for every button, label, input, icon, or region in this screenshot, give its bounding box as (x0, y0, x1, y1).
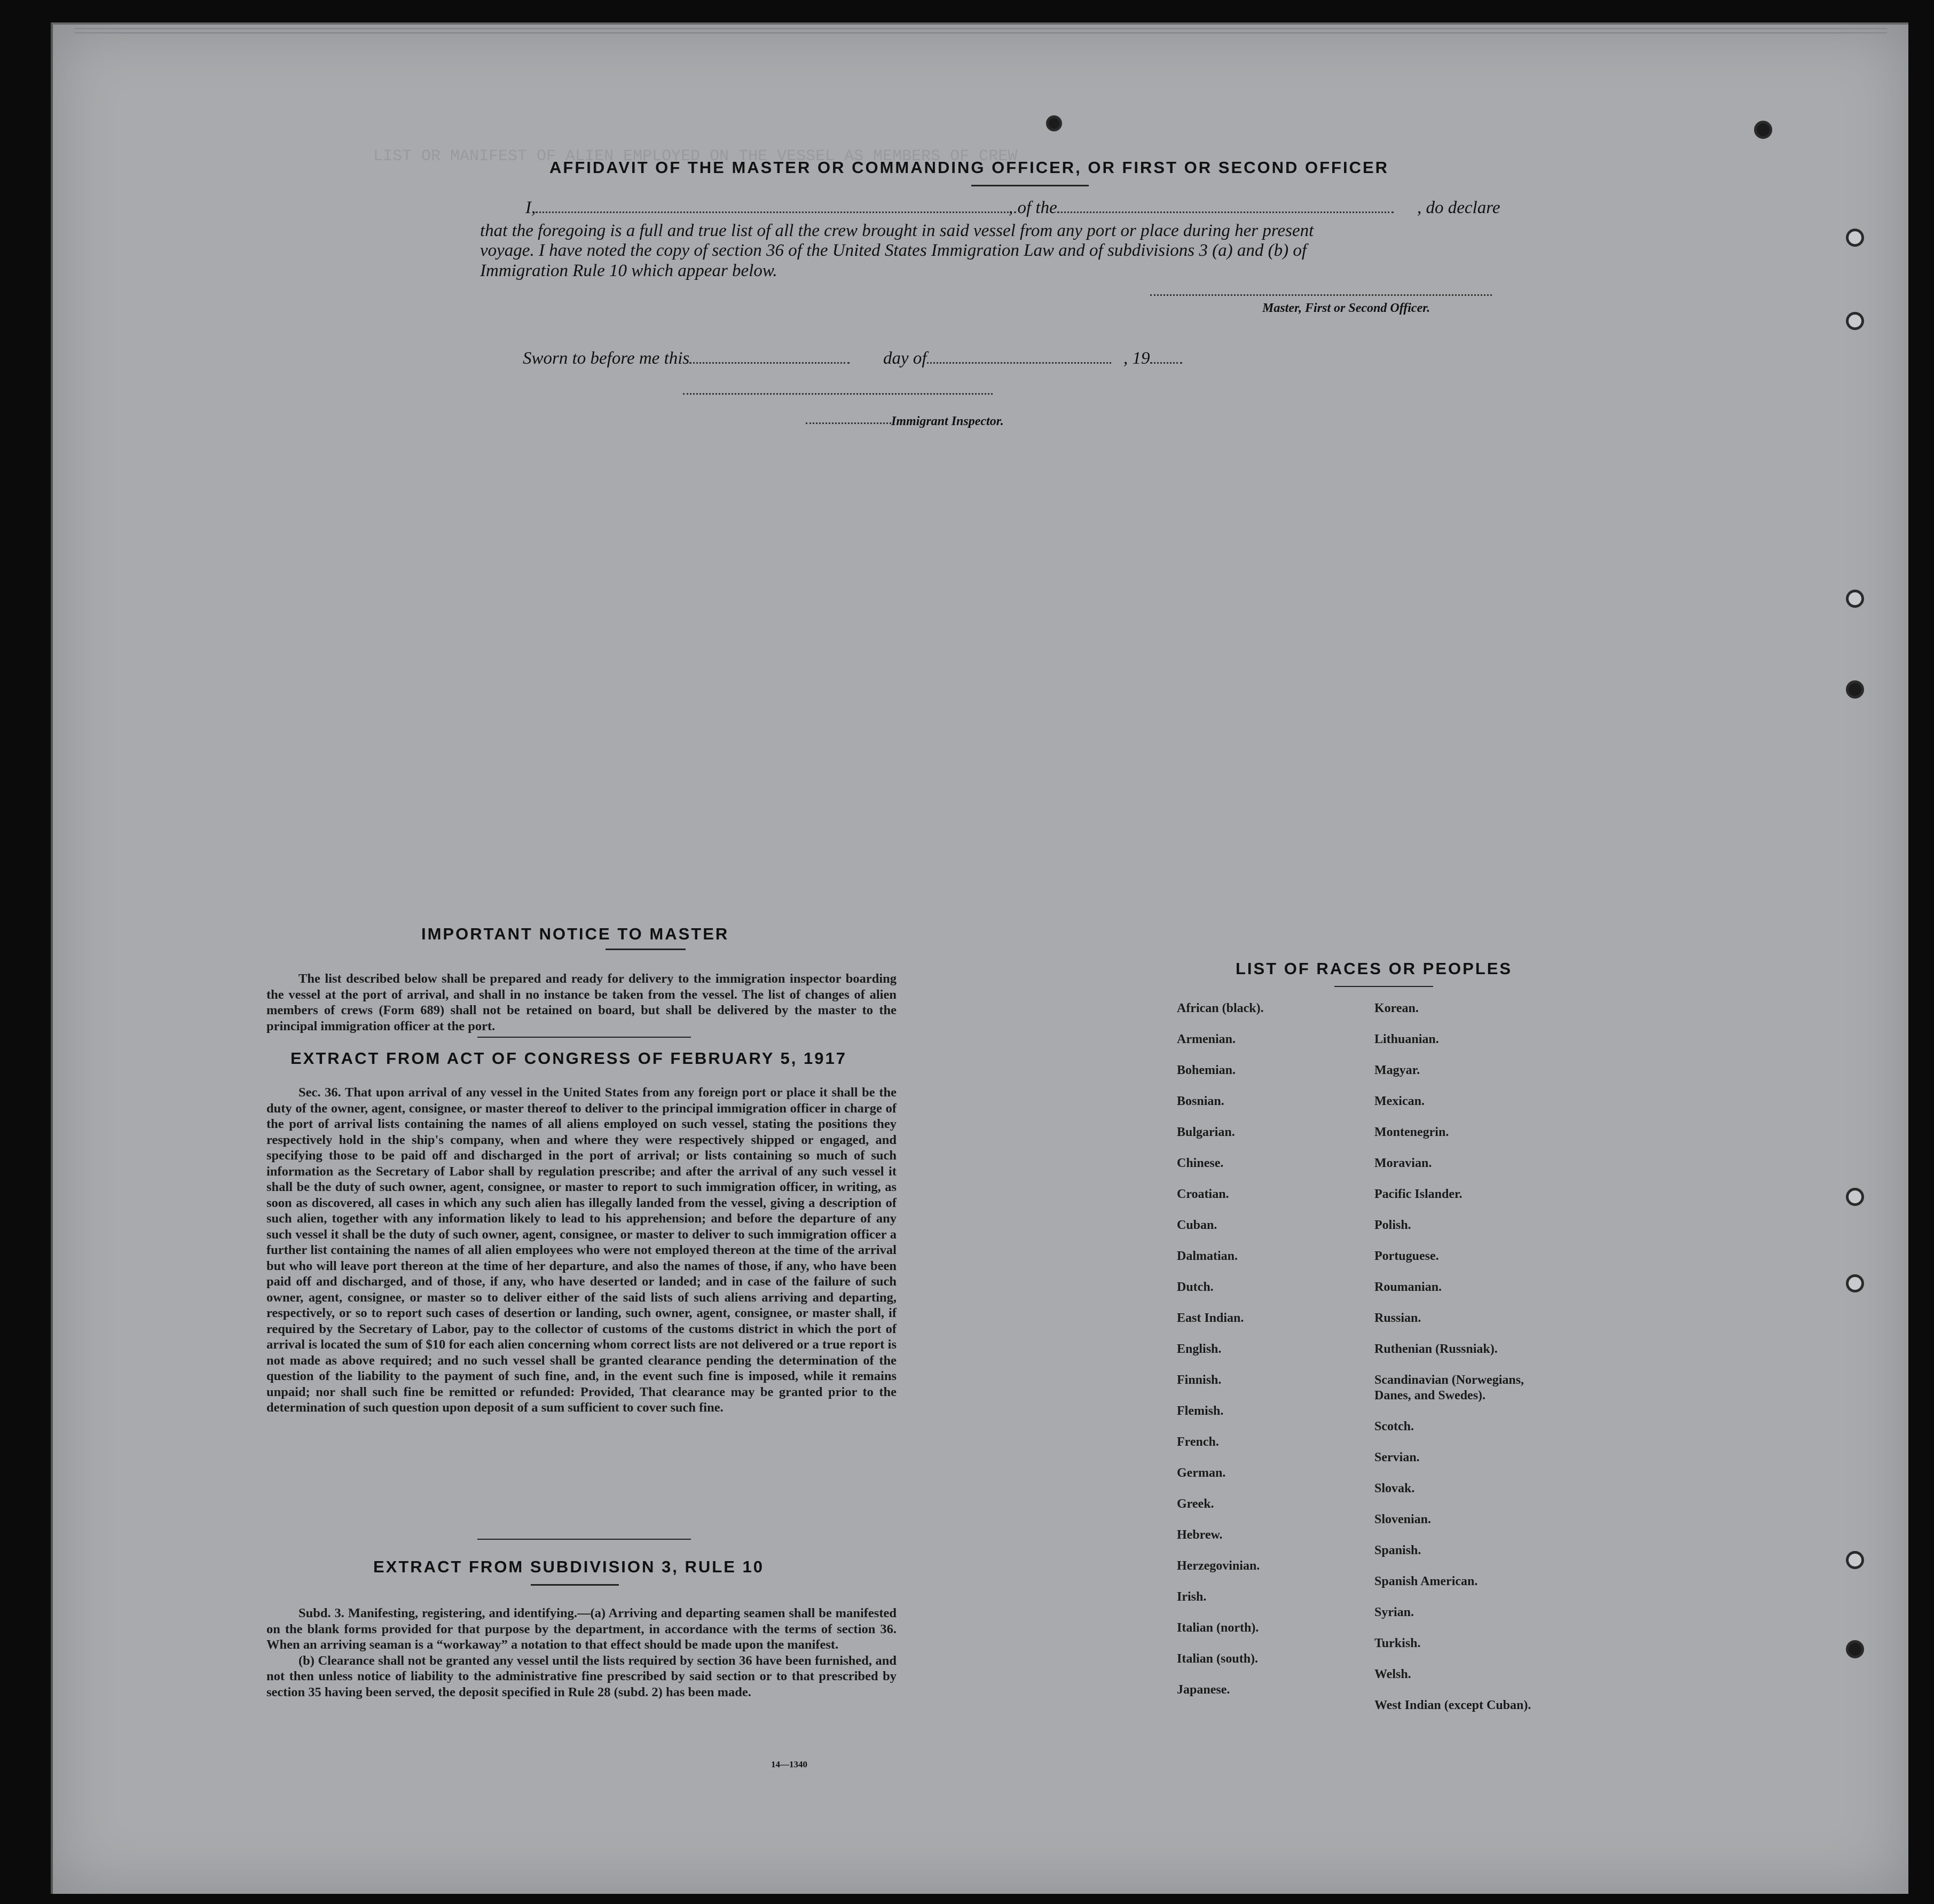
name-blank[interactable] (536, 211, 1016, 213)
act-extract-paragraph: Sec. 36. That upon arrival of any vessel in the United States from any foreign port or place it shall be the duty of the owner, agent, consignee, or master thereof to deliver to the principal immigration officer in charge of the port of arrival lists containing the names of all aliens employed on such vessel, stating the positions they respectively hold in the ship's company, when and where they were respectively shipped or engaged, and specifying those to be paid off and discharged in the port of arrival; or lists containing so much of such information as the Secretary of Labor shall by regulation prescribe; and after the arrival of any such vessel it shall be the duty of such owner, agent, consignee, or master to report to such immigration officer, in writing, as soon as discovered, all cases in which any such alien has illegally landed from the vessel, giving a description of such alien, together with any information likely to lead to his apprehension; and before the departure of any such vessel it shall be the duty of such owner, agent, consignee, or master to deliver to such immigration officer a further list containing the names of all alien employees who were not employed thereon at the time of the arrival but who will leave port thereon at the time of her departure, and also the names of those, if any, who have been paid off and discharged, and of those, if any, who have deserted or landed; and in case of the failure of such owner, agent, consignee, or master so to deliver either of the said lists of such aliens arriving and departing, respectively, or so to report such cases of desertion or landing, such owner, agent, consignee, or master shall, if required by the Secretary of Labor, pay to the collector of customs of the customs district in which the port of arrival is located the sum of $10 for each alien concerning whom correct lists are not delivered or a true report is not made as above required; and no such vessel shall be granted clearance pending the determination of the question of the liability to the payment of such fine, and, in the event such fine is imposed, while it remains unpaid; nor shall such fine be remitted or refunded: Provided, That clearance may be granted prior to the determination of such question upon deposit of a sum sufficient to cover such fine. (266, 1085, 897, 1415)
vessel-blank[interactable] (1057, 211, 1394, 213)
sworn-day-blank[interactable] (689, 362, 850, 364)
race-item: Slovak. (1374, 1482, 1415, 1495)
race-item: Servian. (1374, 1451, 1420, 1464)
race-item: Chinese. (1177, 1156, 1224, 1170)
race-item: Pacific Islander. (1374, 1187, 1463, 1201)
race-item: West Indian (except Cuban). (1374, 1698, 1531, 1712)
binder-hole (1846, 680, 1864, 699)
binder-hole (1846, 1274, 1864, 1292)
race-item: Mexican. (1374, 1094, 1425, 1108)
rule-extract-text (266, 1605, 897, 1700)
race-item: Irish. (1177, 1590, 1207, 1604)
races-title: LIST OF RACES OR PEOPLES (1236, 959, 1513, 978)
inspector-label: Immigrant Inspector. (891, 414, 1004, 428)
race-item: Armenian. (1177, 1032, 1236, 1046)
affidavit-declare: , do declare (1417, 198, 1500, 217)
race-item: Polish. (1374, 1218, 1411, 1232)
race-item: Bosnian. (1177, 1094, 1224, 1108)
notice-rule (606, 949, 686, 950)
affidavit-body-line4: Immigration Rule 10 which appear below. (480, 261, 777, 280)
notice-divider (477, 1037, 691, 1038)
rule-para-b: (b) Clearance shall not be granted any vessel until the lists required by section 36 have been furnished, and not then unless notice of liability to the administrative fine prescribed by said section or to that prescribed by section 35 having been served, the deposit specified in Rule 28 (subd. 2) has been made. (266, 1653, 897, 1699)
sworn-line (523, 349, 850, 369)
race-item: Japanese. (1177, 1683, 1230, 1697)
race-item: Greek. (1177, 1497, 1214, 1511)
affidavit-title: AFFIDAVIT OF THE MASTER OR COMMANDING OFFICER, OR FIRST OR SECOND OFFICER (549, 158, 1389, 177)
sworn-year (1123, 349, 1182, 369)
text-year-prefix: , 19 (1123, 349, 1150, 368)
page-edge-line (74, 28, 1887, 29)
text-day-of: day of (883, 349, 927, 368)
race-item: Spanish. (1374, 1543, 1421, 1557)
inspector-blank-line2[interactable] (806, 422, 891, 424)
race-item: Lithuanian. (1374, 1032, 1439, 1046)
affidavit-body-line3: voyage. I have noted the copy of section 36 of the United States Immigration Law and of subdivisions 3 (a) and (b) of (480, 241, 1307, 260)
race-item: Montenegrin. (1374, 1125, 1449, 1139)
race-item: Magyar. (1374, 1063, 1420, 1077)
race-item: Hebrew. (1177, 1528, 1223, 1542)
race-item: Russian. (1374, 1311, 1421, 1325)
race-item: German. (1177, 1466, 1226, 1480)
race-item: East Indian. (1177, 1311, 1244, 1325)
races-right-column (1374, 1001, 1531, 1729)
act-extract-text (266, 1085, 897, 1416)
sworn-month (883, 349, 1111, 369)
binder-hole (1846, 590, 1864, 608)
notice-title: IMPORTANT NOTICE TO MASTER (421, 924, 729, 943)
race-item: Turkish. (1374, 1636, 1421, 1650)
races-rule (1334, 986, 1433, 987)
title-rule (971, 185, 1089, 186)
rule-title-rule (531, 1584, 619, 1586)
document-page (51, 22, 1908, 1894)
binder-hole (1846, 1551, 1864, 1569)
race-item: Bulgarian. (1177, 1125, 1235, 1139)
affidavit-of-the (1009, 198, 1394, 218)
race-item: English. (1177, 1342, 1222, 1356)
race-item: Bohemian. (1177, 1063, 1236, 1077)
text-i: I, (525, 198, 536, 217)
race-item: Italian (north). (1177, 1621, 1259, 1635)
race-item: Cuban. (1177, 1218, 1217, 1232)
affidavit-body-line2: that the foregoing is a full and true list of all the crew brought in said vessel from any port or place during her present (480, 221, 1314, 240)
race-item: Scotch. (1374, 1420, 1414, 1433)
affidavit-line-i (525, 198, 1016, 218)
race-item: Welsh. (1374, 1667, 1411, 1681)
text-of-the: , of the (1009, 198, 1057, 217)
rule-divider (477, 1539, 691, 1540)
race-item: Croatian. (1177, 1187, 1229, 1201)
race-item: Dalmatian. (1177, 1249, 1238, 1263)
sworn-month-blank[interactable] (927, 362, 1111, 364)
race-item: Roumanian. (1374, 1280, 1442, 1294)
sworn-text: Sworn to before me this (523, 349, 690, 368)
race-item: Flemish. (1177, 1404, 1224, 1418)
inspector-blank-line1[interactable] (683, 393, 993, 395)
race-item: Portuguese. (1374, 1249, 1439, 1263)
race-item: Spanish American. (1374, 1574, 1478, 1588)
binder-hole (1846, 312, 1864, 330)
binder-hole (1754, 121, 1772, 139)
binder-hole (1846, 1640, 1864, 1658)
act-extract-title: EXTRACT FROM ACT OF CONGRESS OF FEBRUARY 5, 1917 (290, 1049, 847, 1068)
race-item: Dutch. (1177, 1280, 1214, 1294)
race-item: Scandinavian (Norwegians, (1374, 1373, 1524, 1387)
race-item: Finnish. (1177, 1373, 1222, 1387)
page-edge-line (74, 32, 1887, 34)
signature-label: Master, First or Second Officer. (1262, 301, 1430, 315)
notice-paragraph: The list described below shall be prepared and ready for delivery to the immigration inspector boarding the vessel at the port of arrival, and shall in no instance be taken from the vessel. The list of changes of alien members of crews (Form 689) shall not be retained on board, but shall be delivered by the master to the principal immigration officer at the port. (266, 971, 897, 1033)
race-item: African (black). (1177, 1001, 1264, 1015)
punch-mark (1046, 115, 1062, 131)
race-item: Ruthenian (Russniak). (1374, 1342, 1498, 1356)
race-item: Korean. (1374, 1001, 1419, 1015)
binder-hole (1846, 1188, 1864, 1206)
sworn-year-blank[interactable] (1150, 362, 1182, 364)
bleed-through-text: LIST OR MANIFEST OF ALIEN EMPLOYED ON THE VESSEL AS MEMBERS OF CREW (373, 147, 1018, 166)
races-left-column (1177, 1001, 1264, 1713)
signature-blank[interactable] (1150, 294, 1492, 296)
race-item: Herzegovinian. (1177, 1559, 1260, 1573)
binder-hole (1846, 229, 1864, 247)
notice-text (266, 971, 897, 1034)
rule-extract-title: EXTRACT FROM SUBDIVISION 3, RULE 10 (373, 1557, 764, 1576)
race-item: Italian (south). (1177, 1652, 1259, 1666)
race-item: Slovenian. (1374, 1513, 1432, 1526)
form-number: 14—1340 (771, 1759, 807, 1769)
race-item: Moravian. (1374, 1156, 1432, 1170)
race-item: Danes, and Swedes). (1374, 1389, 1486, 1402)
race-item: Syrian. (1374, 1605, 1414, 1619)
rule-para-a: Subd. 3. Manifesting, registering, and identifying.—(a) Arriving and departing seamen shall be manifested on the blank forms provided for that purpose by the department, in accordance with the terms of section 36. When an arriving seaman is a “workaway” a notation to that effect should be made upon the manifest. (266, 1606, 897, 1652)
race-item: French. (1177, 1435, 1219, 1449)
